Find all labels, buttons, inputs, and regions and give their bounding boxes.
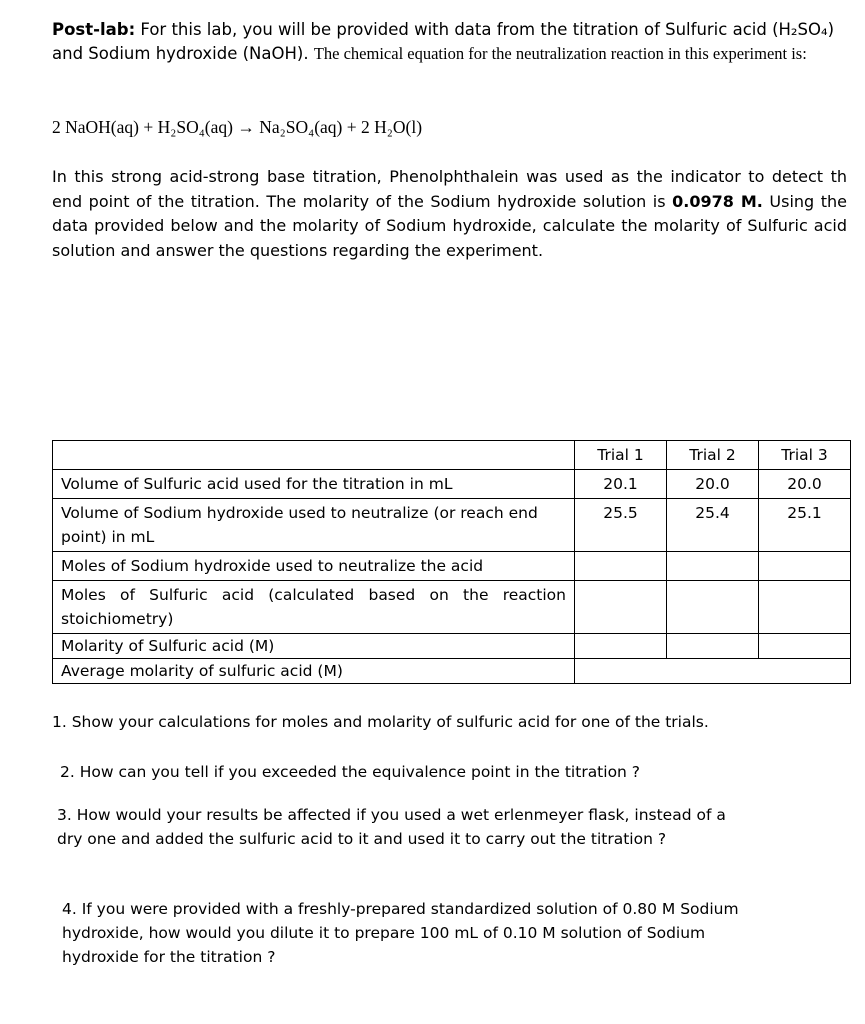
question-1: 1. Show your calculations for moles and molarity of sulfuric acid for one of the trials. (52, 713, 709, 731)
titration-data-table (52, 440, 851, 684)
table-row (53, 470, 851, 499)
instructions-text-1: In this strong acid-strong base titration, Phenolphthalein was used as the indicator to detect th end point of the titration. The molarity of the Sodium hydroxide solution is (52, 167, 847, 211)
table-cell (667, 552, 759, 581)
table-cell (575, 552, 667, 581)
instructions-paragraph (52, 165, 847, 263)
table-cell (667, 581, 759, 634)
table-cell (759, 552, 851, 581)
header-trial-3: Trial 3 (759, 441, 851, 470)
table-cell: 25.4 (667, 499, 759, 552)
question-2: 2. How can you tell if you exceeded the equivalence point in the titration ? (60, 763, 641, 781)
intro-paragraph (52, 18, 847, 66)
average-value (575, 659, 851, 684)
table-cell (759, 581, 851, 634)
table-row (53, 634, 851, 659)
row-label: Volume of Sodium hydroxide used to neutralize (or reach end point) in mL (53, 499, 575, 552)
row-label: Moles of Sodium hydroxide used to neutralize the acid (53, 552, 575, 581)
table-cell (575, 581, 667, 634)
table-cell: 25.1 (759, 499, 851, 552)
question-3: 3. How would your results be affected if you used a wet erlenmeyer flask, instead of a dry one and added the sulfuric acid to it and used it to carry out the titration ? (57, 806, 726, 848)
row-label: Volume of Sulfuric acid used for the titration in mL (53, 470, 575, 499)
naoh-molarity: 0.0978 M. (672, 191, 763, 211)
header-trial-2: Trial 2 (667, 441, 759, 470)
table-cell: 20.1 (575, 470, 667, 499)
intro-text-serif: The chemical equation for the neutralization reaction in this experiment is: (313, 44, 807, 63)
table-cell (759, 634, 851, 659)
row-label: Molarity of Sulfuric acid (M) (53, 634, 575, 659)
table-cell (667, 634, 759, 659)
table-row (53, 499, 851, 552)
table-cell: 20.0 (759, 470, 851, 499)
average-label: Average molarity of sulfuric acid (M) (53, 659, 575, 684)
table-row-average (53, 659, 851, 684)
table-row (53, 581, 851, 634)
table-header-row (53, 441, 851, 470)
header-cell-empty (53, 441, 575, 470)
reaction-equation: 2 NaOH(aq) + H₂SO₄(aq) → Na₂SO₄(aq) + 2 H₂O(l) (52, 117, 423, 137)
table-cell (575, 634, 667, 659)
instructions-text-2: Using the data provided below and the molarity of Sodium hydroxide, calculate the molarity of Sulfuric acid solution and answer the questions regarding the experiment. (52, 191, 848, 260)
intro-text: For this lab, you will be provided with data from the titration of Sulfuric acid (H₂SO₄) and Sodium hydroxide (NaOH). (52, 20, 835, 63)
row-label: Moles of Sulfuric acid (calculated based on the reaction stoichiometry) (53, 581, 575, 634)
table-cell: 20.0 (667, 470, 759, 499)
header-trial-1: Trial 1 (575, 441, 667, 470)
table-cell: 25.5 (575, 499, 667, 552)
table-row (53, 552, 851, 581)
postlab-heading: Post-lab: (52, 20, 136, 39)
question-4: 4. If you were provided with a freshly-prepared standardized solution of 0.80 M Sodium hydroxide, how would you dilute it to prepare 100 mL of 0.10 M solution of Sodium hydroxide for the titration ? (62, 900, 739, 966)
